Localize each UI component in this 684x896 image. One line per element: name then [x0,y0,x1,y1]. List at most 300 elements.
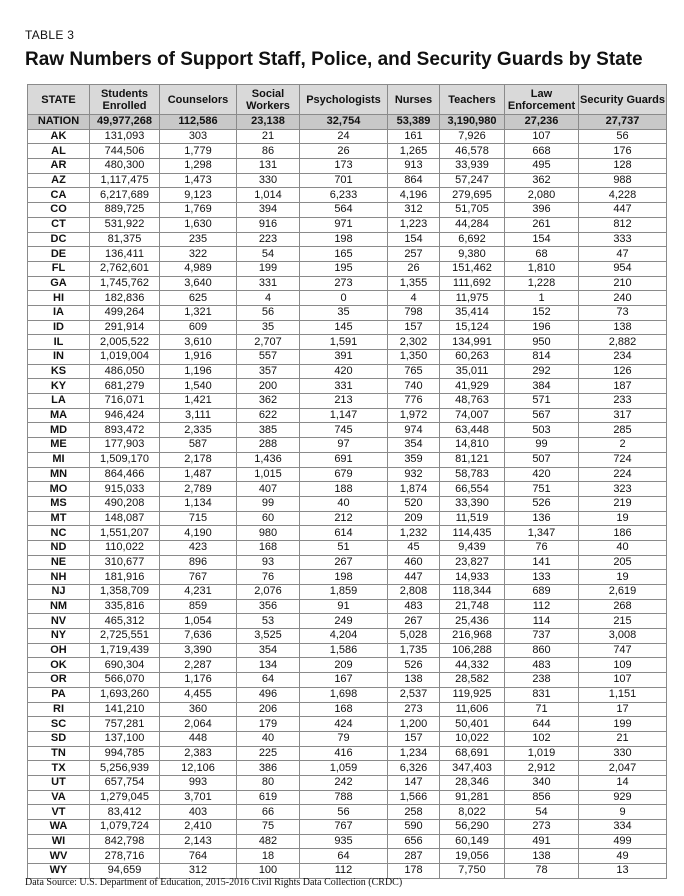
cell-security-guards: 3,008 [579,629,667,644]
cell-law-enforcement: 78 [505,864,579,879]
cell-security-guards: 499 [579,834,667,849]
cell-teachers: 119,925 [440,687,505,702]
table-row [28,144,667,159]
cell-state: IN [28,350,90,365]
cell-nurses: 2,808 [388,585,440,600]
cell-counselors: 3,111 [160,408,237,423]
cell-counselors: 1,916 [160,350,237,365]
cell-psychologists: 416 [300,746,388,761]
cell-counselors: 1,134 [160,496,237,511]
cell-teachers: 58,783 [440,467,505,482]
cell-security-guards: 27,737 [579,115,667,130]
cell-counselors: 360 [160,702,237,717]
cell-security-guards: 812 [579,217,667,232]
cell-counselors: 1,176 [160,673,237,688]
table-row [28,188,667,203]
cell-state: OH [28,643,90,658]
cell-social-workers: 386 [237,761,300,776]
table-row [28,173,667,188]
cell-state: AZ [28,173,90,188]
cell-law-enforcement: 261 [505,217,579,232]
cell-students-enrolled: 465,312 [90,614,160,629]
cell-social-workers: 394 [237,203,300,218]
cell-social-workers: 357 [237,364,300,379]
header-security-guards: Security Guards [579,85,667,115]
cell-social-workers: 134 [237,658,300,673]
cell-state: KY [28,379,90,394]
cell-teachers: 66,554 [440,482,505,497]
cell-counselors: 312 [160,864,237,879]
cell-students-enrolled: 181,916 [90,570,160,585]
cell-security-guards: 176 [579,144,667,159]
cell-law-enforcement: 112 [505,599,579,614]
cell-teachers: 28,346 [440,775,505,790]
cell-teachers: 11,975 [440,291,505,306]
cell-students-enrolled: 893,472 [90,423,160,438]
cell-state: AL [28,144,90,159]
cell-social-workers: 2,076 [237,585,300,600]
cell-counselors: 4,455 [160,687,237,702]
cell-nurses: 138 [388,673,440,688]
header-psychologists: Psychologists [300,85,388,115]
cell-teachers: 51,705 [440,203,505,218]
cell-counselors: 1,630 [160,217,237,232]
cell-counselors: 2,178 [160,452,237,467]
cell-teachers: 11,606 [440,702,505,717]
cell-psychologists: 242 [300,775,388,790]
cell-state: OR [28,673,90,688]
table-row [28,496,667,511]
cell-social-workers: 619 [237,790,300,805]
cell-teachers: 118,344 [440,585,505,600]
cell-nurses: 161 [388,129,440,144]
cell-security-guards: 205 [579,555,667,570]
cell-security-guards: 2,882 [579,335,667,350]
cell-psychologists: 212 [300,511,388,526]
cell-nurses: 1,735 [388,643,440,658]
cell-psychologists: 1,586 [300,643,388,658]
cell-law-enforcement: 2,080 [505,188,579,203]
cell-social-workers: 482 [237,834,300,849]
cell-state: WA [28,820,90,835]
cell-state: GA [28,276,90,291]
cell-state: DC [28,232,90,247]
cell-social-workers: 54 [237,247,300,262]
cell-students-enrolled: 499,264 [90,305,160,320]
cell-teachers: 7,926 [440,129,505,144]
cell-psychologists: 26 [300,144,388,159]
cell-law-enforcement: 384 [505,379,579,394]
cell-social-workers: 75 [237,820,300,835]
cell-law-enforcement: 396 [505,203,579,218]
cell-counselors: 1,421 [160,394,237,409]
cell-students-enrolled: 2,725,551 [90,629,160,644]
cell-social-workers: 76 [237,570,300,585]
cell-social-workers: 622 [237,408,300,423]
cell-nurses: 45 [388,540,440,555]
cell-state: DE [28,247,90,262]
cell-social-workers: 53 [237,614,300,629]
cell-psychologists: 195 [300,261,388,276]
cell-social-workers: 86 [237,144,300,159]
cell-psychologists: 167 [300,673,388,688]
cell-state: TN [28,746,90,761]
cell-students-enrolled: 757,281 [90,717,160,732]
cell-nurses: 740 [388,379,440,394]
table-row [28,731,667,746]
header-counselors: Counselors [160,85,237,115]
cell-state: ND [28,540,90,555]
cell-students-enrolled: 110,022 [90,540,160,555]
cell-teachers: 7,750 [440,864,505,879]
cell-teachers: 60,263 [440,350,505,365]
cell-students-enrolled: 6,217,689 [90,188,160,203]
header-teachers: Teachers [440,85,505,115]
cell-law-enforcement: 483 [505,658,579,673]
table-row [28,335,667,350]
table-row [28,702,667,717]
cell-social-workers: 200 [237,379,300,394]
cell-security-guards: 988 [579,173,667,188]
cell-students-enrolled: 182,836 [90,291,160,306]
cell-teachers: 19,056 [440,849,505,864]
cell-state: TX [28,761,90,776]
cell-nurses: 483 [388,599,440,614]
cell-security-guards: 954 [579,261,667,276]
cell-security-guards: 929 [579,790,667,805]
header-nurses: Nurses [388,85,440,115]
cell-teachers: 216,968 [440,629,505,644]
cell-psychologists: 1,591 [300,335,388,350]
cell-state: SC [28,717,90,732]
cell-nurses: 4,196 [388,188,440,203]
cell-security-guards: 186 [579,526,667,541]
cell-state: AR [28,159,90,174]
cell-nurses: 312 [388,203,440,218]
table-row [28,511,667,526]
cell-social-workers: 223 [237,232,300,247]
cell-state: MN [28,467,90,482]
cell-teachers: 3,190,980 [440,115,505,130]
cell-students-enrolled: 1,719,439 [90,643,160,658]
cell-nurses: 932 [388,467,440,482]
table-body [28,115,667,879]
cell-law-enforcement: 1 [505,291,579,306]
cell-state: KS [28,364,90,379]
table-row [28,159,667,174]
cell-law-enforcement: 107 [505,129,579,144]
table-row [28,320,667,335]
table-row [28,305,667,320]
cell-security-guards: 49 [579,849,667,864]
cell-counselors: 2,335 [160,423,237,438]
cell-counselors: 7,636 [160,629,237,644]
cell-security-guards: 2,619 [579,585,667,600]
cell-security-guards: 334 [579,820,667,835]
cell-psychologists: 32,754 [300,115,388,130]
cell-nurses: 178 [388,864,440,879]
cell-teachers: 9,439 [440,540,505,555]
cell-state: MA [28,408,90,423]
table-container [27,84,667,879]
cell-social-workers: 362 [237,394,300,409]
cell-psychologists: 788 [300,790,388,805]
cell-nurses: 6,326 [388,761,440,776]
cell-students-enrolled: 994,785 [90,746,160,761]
cell-state: WY [28,864,90,879]
cell-counselors: 896 [160,555,237,570]
cell-state: IL [28,335,90,350]
cell-nurses: 798 [388,305,440,320]
table-row [28,687,667,702]
table-row [28,673,667,688]
cell-psychologists: 165 [300,247,388,262]
cell-students-enrolled: 531,922 [90,217,160,232]
cell-nurses: 2,302 [388,335,440,350]
cell-state: CO [28,203,90,218]
cell-state: VT [28,805,90,820]
cell-law-enforcement: 950 [505,335,579,350]
cell-nurses: 157 [388,320,440,335]
cell-teachers: 44,284 [440,217,505,232]
table-row [28,717,667,732]
cell-security-guards: 323 [579,482,667,497]
cell-psychologists: 1,147 [300,408,388,423]
cell-security-guards: 724 [579,452,667,467]
table-row [28,658,667,673]
cell-security-guards: 2,047 [579,761,667,776]
cell-counselors: 609 [160,320,237,335]
cell-security-guards: 333 [579,232,667,247]
cell-nurses: 1,972 [388,408,440,423]
cell-state: CA [28,188,90,203]
cell-psychologists: 213 [300,394,388,409]
cell-counselors: 2,143 [160,834,237,849]
cell-law-enforcement: 751 [505,482,579,497]
cell-nurses: 1,265 [388,144,440,159]
cell-security-guards: 128 [579,159,667,174]
header-law-enforcement: Law Enforcement [505,85,579,115]
cell-social-workers: 557 [237,350,300,365]
cell-counselors: 2,064 [160,717,237,732]
cell-teachers: 6,692 [440,232,505,247]
cell-social-workers: 35 [237,320,300,335]
cell-students-enrolled: 1,551,207 [90,526,160,541]
cell-social-workers: 356 [237,599,300,614]
cell-counselors: 3,701 [160,790,237,805]
cell-security-guards: 14 [579,775,667,790]
cell-nurses: 1,350 [388,350,440,365]
cell-law-enforcement: 420 [505,467,579,482]
cell-students-enrolled: 83,412 [90,805,160,820]
cell-nurses: 765 [388,364,440,379]
table-row [28,585,667,600]
cell-counselors: 322 [160,247,237,262]
cell-security-guards: 73 [579,305,667,320]
cell-law-enforcement: 99 [505,438,579,453]
cell-psychologists: 24 [300,129,388,144]
cell-teachers: 10,022 [440,731,505,746]
cell-teachers: 41,929 [440,379,505,394]
cell-law-enforcement: 54 [505,805,579,820]
cell-security-guards: 138 [579,320,667,335]
cell-nurses: 864 [388,173,440,188]
cell-psychologists: 35 [300,305,388,320]
table-row [28,247,667,262]
cell-law-enforcement: 141 [505,555,579,570]
cell-students-enrolled: 49,977,268 [90,115,160,130]
cell-security-guards: 210 [579,276,667,291]
table-header-row [28,85,667,115]
cell-students-enrolled: 946,424 [90,408,160,423]
cell-nurses: 209 [388,511,440,526]
cell-state: NJ [28,585,90,600]
cell-nurses: 913 [388,159,440,174]
cell-students-enrolled: 681,279 [90,379,160,394]
cell-psychologists: 145 [300,320,388,335]
cell-students-enrolled: 148,087 [90,511,160,526]
cell-security-guards: 317 [579,408,667,423]
cell-state: NATION [28,115,90,130]
cell-students-enrolled: 1,745,762 [90,276,160,291]
cell-students-enrolled: 177,903 [90,438,160,453]
cell-nurses: 526 [388,658,440,673]
cell-students-enrolled: 657,754 [90,775,160,790]
cell-social-workers: 168 [237,540,300,555]
cell-social-workers: 2,707 [237,335,300,350]
cell-social-workers: 385 [237,423,300,438]
cell-psychologists: 424 [300,717,388,732]
cell-students-enrolled: 1,693,260 [90,687,160,702]
cell-counselors: 3,640 [160,276,237,291]
cell-social-workers: 23,138 [237,115,300,130]
cell-students-enrolled: 842,798 [90,834,160,849]
cell-nurses: 5,028 [388,629,440,644]
table-row [28,643,667,658]
cell-social-workers: 206 [237,702,300,717]
cell-nurses: 4 [388,291,440,306]
cell-psychologists: 331 [300,379,388,394]
table-row [28,379,667,394]
cell-students-enrolled: 1,279,045 [90,790,160,805]
cell-nurses: 520 [388,496,440,511]
cell-nurses: 2,537 [388,687,440,702]
cell-security-guards: 19 [579,511,667,526]
cell-students-enrolled: 5,256,939 [90,761,160,776]
cell-law-enforcement: 136 [505,511,579,526]
cell-teachers: 57,247 [440,173,505,188]
table-row [28,746,667,761]
cell-psychologists: 112 [300,864,388,879]
table-row [28,276,667,291]
cell-nurses: 1,566 [388,790,440,805]
cell-law-enforcement: 503 [505,423,579,438]
cell-social-workers: 18 [237,849,300,864]
cell-students-enrolled: 335,816 [90,599,160,614]
cell-state: WV [28,849,90,864]
cell-psychologists: 97 [300,438,388,453]
table-row [28,129,667,144]
cell-law-enforcement: 737 [505,629,579,644]
cell-students-enrolled: 141,210 [90,702,160,717]
cell-security-guards: 56 [579,129,667,144]
table-row [28,775,667,790]
cell-security-guards: 268 [579,599,667,614]
cell-nurses: 53,389 [388,115,440,130]
cell-students-enrolled: 278,716 [90,849,160,864]
cell-social-workers: 21 [237,129,300,144]
cell-students-enrolled: 486,050 [90,364,160,379]
cell-counselors: 3,610 [160,335,237,350]
table-row [28,203,667,218]
header-state: STATE [28,85,90,115]
cell-counselors: 993 [160,775,237,790]
cell-teachers: 28,582 [440,673,505,688]
cell-psychologists: 91 [300,599,388,614]
cell-nurses: 1,223 [388,217,440,232]
cell-security-guards: 17 [579,702,667,717]
cell-nurses: 359 [388,452,440,467]
cell-law-enforcement: 526 [505,496,579,511]
cell-state: IA [28,305,90,320]
cell-teachers: 33,390 [440,496,505,511]
cell-students-enrolled: 136,411 [90,247,160,262]
cell-social-workers: 100 [237,864,300,879]
cell-social-workers: 179 [237,717,300,732]
cell-nurses: 1,200 [388,717,440,732]
cell-students-enrolled: 1,019,004 [90,350,160,365]
cell-nurses: 590 [388,820,440,835]
cell-students-enrolled: 1,079,724 [90,820,160,835]
cell-social-workers: 980 [237,526,300,541]
cell-teachers: 8,022 [440,805,505,820]
cell-psychologists: 64 [300,849,388,864]
cell-security-guards: 1,151 [579,687,667,702]
cell-counselors: 625 [160,291,237,306]
cell-state: WI [28,834,90,849]
cell-security-guards: 747 [579,643,667,658]
header-social-workers: Social Workers [237,85,300,115]
cell-state: MS [28,496,90,511]
cell-teachers: 14,810 [440,438,505,453]
table-row [28,232,667,247]
cell-counselors: 2,287 [160,658,237,673]
cell-security-guards: 240 [579,291,667,306]
cell-counselors: 4,231 [160,585,237,600]
cell-security-guards: 9 [579,805,667,820]
cell-state: MD [28,423,90,438]
cell-students-enrolled: 291,914 [90,320,160,335]
cell-social-workers: 916 [237,217,300,232]
cell-counselors: 403 [160,805,237,820]
cell-nurses: 273 [388,702,440,717]
table-row [28,629,667,644]
cell-nurses: 267 [388,614,440,629]
cell-state: UT [28,775,90,790]
cell-teachers: 56,290 [440,820,505,835]
cell-law-enforcement: 340 [505,775,579,790]
cell-social-workers: 4 [237,291,300,306]
cell-security-guards: 109 [579,658,667,673]
cell-state: NE [28,555,90,570]
cell-counselors: 4,989 [160,261,237,276]
cell-teachers: 68,691 [440,746,505,761]
table-title: Raw Numbers of Support Staff, Police, and Security Guards by State [25,49,643,70]
cell-teachers: 48,763 [440,394,505,409]
cell-counselors: 1,473 [160,173,237,188]
table-row [28,452,667,467]
cell-social-workers: 1,015 [237,467,300,482]
